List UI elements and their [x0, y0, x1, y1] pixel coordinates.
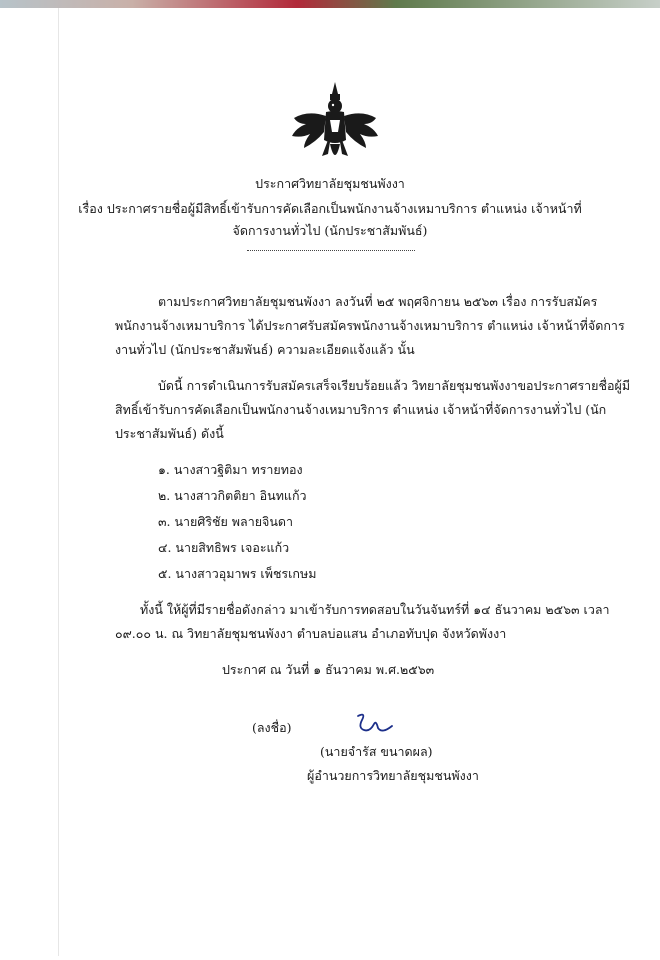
para2-line-3: ประชาสัมพันธ์) ดังนี้	[115, 426, 224, 441]
issuer-title: ประกาศวิทยาลัยชุมชนพังงา	[255, 176, 405, 191]
signer-position: ผู้อำนวยการวิทยาลัยชุมชนพังงา	[307, 768, 479, 783]
handwritten-signature	[352, 710, 398, 740]
announcement-date: ประกาศ ณ วันที่ ๑ ธันวาคม พ.ศ.๒๕๖๓	[222, 662, 435, 677]
subject-line-2: จัดการงานทั่วไป (นักประชาสัมพันธ์)	[232, 223, 428, 238]
para1-line-1: ตามประกาศวิทยาลัยชุมชนพังงา ลงวันที่ ๒๕ พฤศจิกายน ๒๕๖๓ เรื่อง การรับสมัคร	[158, 294, 598, 309]
sign-label: (ลงชื่อ)	[252, 720, 292, 735]
garuda-emblem	[288, 80, 382, 168]
candidate-item: ๔. นายสิทธิพร เจอะแก้ว	[158, 540, 290, 555]
para2-line-2: สิทธิ์เข้ารับการคัดเลือกเป็นพนักงานจ้างเหมาบริการ ตำแหน่ง เจ้าหน้าที่จัดการงานทั่วไป (นัก	[115, 402, 607, 417]
para2-line-1: บัดนี้ การดำเนินการรับสมัครเสร็จเรียบร้อยแล้ว วิทยาลัยชุมชนพังงาขอประกาศรายชื่อผู้มี	[158, 378, 631, 393]
candidate-item: ๓. นายศิริชัย พลายจินดา	[158, 514, 294, 529]
para1-line-2: พนักงานจ้างเหมาบริการ ได้ประกาศรับสมัครพนักงานจ้างเหมาบริการ ตำแหน่ง เจ้าหน้าที่จัดการ	[115, 318, 625, 333]
photo-edge-strip	[0, 0, 660, 8]
para3-line-1: ทั้งนี้ ให้ผู้ที่มีรายชื่อดังกล่าว มาเข้ารับการทดสอบในวันจันทร์ที่ ๑๔ ธันวาคม ๒๕๖๓ เวลา	[140, 602, 610, 617]
signer-name: (นายจำรัส ขนาดผล)	[320, 744, 433, 759]
subject-line-1: เรื่อง ประกาศรายชื่อผู้มีสิทธิ์เข้ารับการคัดเลือกเป็นพนักงานจ้างเหมาบริการ ตำแหน่ง เจ้าหน้าที่	[78, 201, 582, 216]
candidate-item: ๕. นางสาวอุมาพร เพ็ชรเกษม	[158, 566, 317, 581]
header-divider	[247, 250, 415, 251]
candidate-item: ๒. นางสาวกิตติยา อินทแก้ว	[158, 488, 307, 503]
para3-line-2: ๐๙.๐๐ น. ณ วิทยาลัยชุมชนพังงา ตำบลบ่อแสน อำเภอทับปุด จังหวัดพังงา	[115, 626, 507, 641]
candidate-item: ๑. นางสาวฐิติมา ทรายทอง	[158, 462, 303, 477]
para1-line-3: งานทั่วไป (นักประชาสัมพันธ์) ความละเอียดแจ้งแล้ว นั้น	[115, 342, 415, 357]
